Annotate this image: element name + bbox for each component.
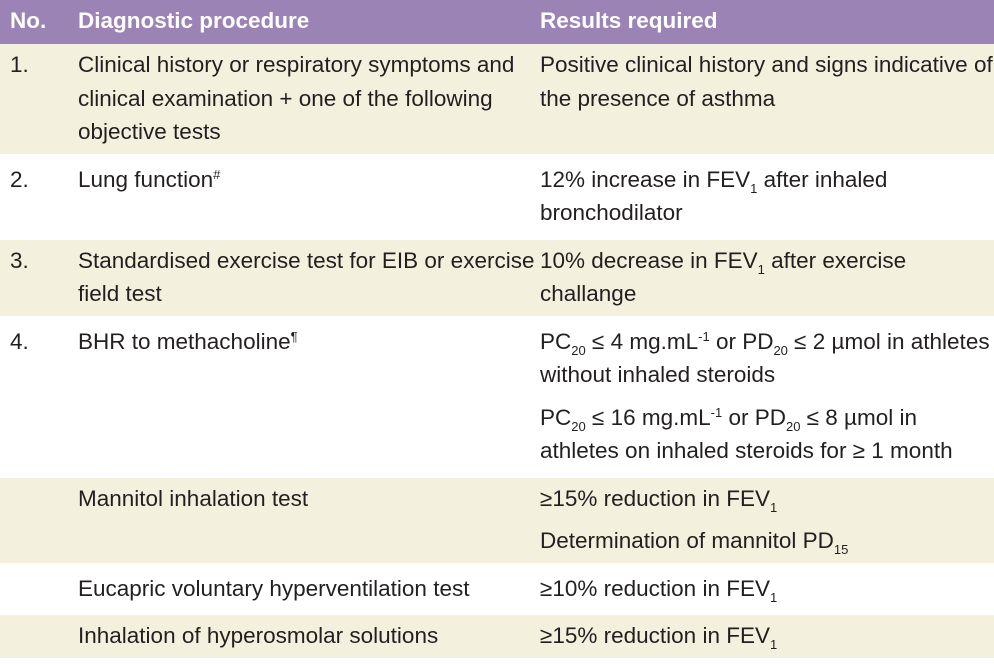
superscript: -1 bbox=[710, 404, 723, 420]
table-row bbox=[0, 321, 994, 473]
row-number: 1. bbox=[0, 44, 78, 154]
result-text: PC bbox=[540, 328, 572, 354]
result-cell: Positive clinical history and signs indicative of the presence of asthma bbox=[540, 44, 994, 154]
header-results: Results required bbox=[540, 0, 994, 44]
result-cell bbox=[540, 159, 994, 235]
superscript: -1 bbox=[698, 328, 710, 344]
procedure-text: Lung function bbox=[78, 166, 214, 192]
subscript: 20 bbox=[571, 418, 586, 434]
subscript: 1 bbox=[769, 499, 778, 515]
result-text: 12% increase in FEV bbox=[540, 166, 751, 192]
table-header-row bbox=[0, 0, 994, 44]
subscript: 20 bbox=[773, 342, 788, 358]
row-number bbox=[0, 615, 78, 658]
result-cell bbox=[540, 321, 994, 473]
result-text: ≤ 16 mg.mL bbox=[585, 404, 711, 430]
result-criterion bbox=[540, 482, 994, 516]
table-row bbox=[0, 568, 994, 611]
result-text: ≥15% reduction in FEV bbox=[540, 485, 770, 511]
result-text: PC bbox=[540, 404, 572, 430]
row-number: 4. bbox=[0, 321, 78, 473]
result-text: ≤ 8 µmol in athletes on inhaled steroids for ≥ 1 month bbox=[540, 404, 953, 463]
row-number bbox=[0, 478, 78, 563]
result-text: or PD bbox=[722, 404, 786, 430]
subscript: 1 bbox=[769, 637, 778, 652]
procedure-cell: Mannitol inhalation test bbox=[78, 478, 540, 563]
result-text: ≥10% reduction in FEV bbox=[540, 575, 770, 601]
result-cell bbox=[540, 568, 994, 611]
procedure-text: BHR to methacholine bbox=[78, 328, 291, 354]
subscript: 20 bbox=[785, 418, 801, 434]
procedure-cell bbox=[78, 159, 540, 235]
result-cell bbox=[540, 478, 994, 563]
result-text: after inhaled bronchodilator bbox=[540, 166, 888, 225]
procedure-cell: Standardised exercise test for EIB or exercise field test bbox=[78, 240, 540, 316]
table-row bbox=[0, 44, 994, 154]
footnote-marker: ¶ bbox=[290, 328, 298, 344]
subscript: 1 bbox=[769, 589, 778, 605]
result-cell bbox=[540, 615, 994, 658]
result-cell bbox=[540, 240, 994, 316]
procedure-cell: Eucapric voluntary hyperventilation test bbox=[78, 568, 540, 611]
subscript: 20 bbox=[571, 342, 586, 358]
result-text: after exercise challange bbox=[540, 247, 907, 306]
result-criterion bbox=[540, 524, 994, 558]
procedure-cell bbox=[78, 321, 540, 473]
result-text: Determination of mannitol PD bbox=[540, 528, 834, 553]
row-number bbox=[0, 568, 78, 611]
subscript: 1 bbox=[757, 261, 765, 277]
procedure-cell: Inhalation of hyperosmolar solutions bbox=[78, 615, 540, 658]
subscript: 15 bbox=[833, 542, 849, 557]
footnote-marker: # bbox=[213, 166, 221, 182]
table-row bbox=[0, 615, 994, 658]
procedure-cell: Clinical history or respiratory symptoms and clinical examination + one of the following objective tests bbox=[78, 44, 540, 154]
header-procedure: Diagnostic procedure bbox=[78, 0, 540, 44]
result-text: or PD bbox=[709, 328, 774, 354]
table-row bbox=[0, 240, 994, 316]
row-number: 3. bbox=[0, 240, 78, 316]
row-number: 2. bbox=[0, 159, 78, 235]
result-criterion bbox=[540, 401, 994, 468]
result-text: ≤ 4 mg.mL bbox=[585, 328, 699, 354]
result-text: ≥15% reduction in FEV bbox=[540, 623, 770, 648]
result-text: 10% decrease in FEV bbox=[540, 247, 758, 273]
table-row bbox=[0, 159, 994, 235]
table-row bbox=[0, 478, 994, 563]
result-text: ≤ 2 µmol in athletes without inhaled steroids bbox=[540, 328, 990, 387]
header-no: No. bbox=[0, 0, 78, 44]
result-criterion bbox=[540, 325, 994, 392]
subscript: 1 bbox=[750, 180, 758, 196]
